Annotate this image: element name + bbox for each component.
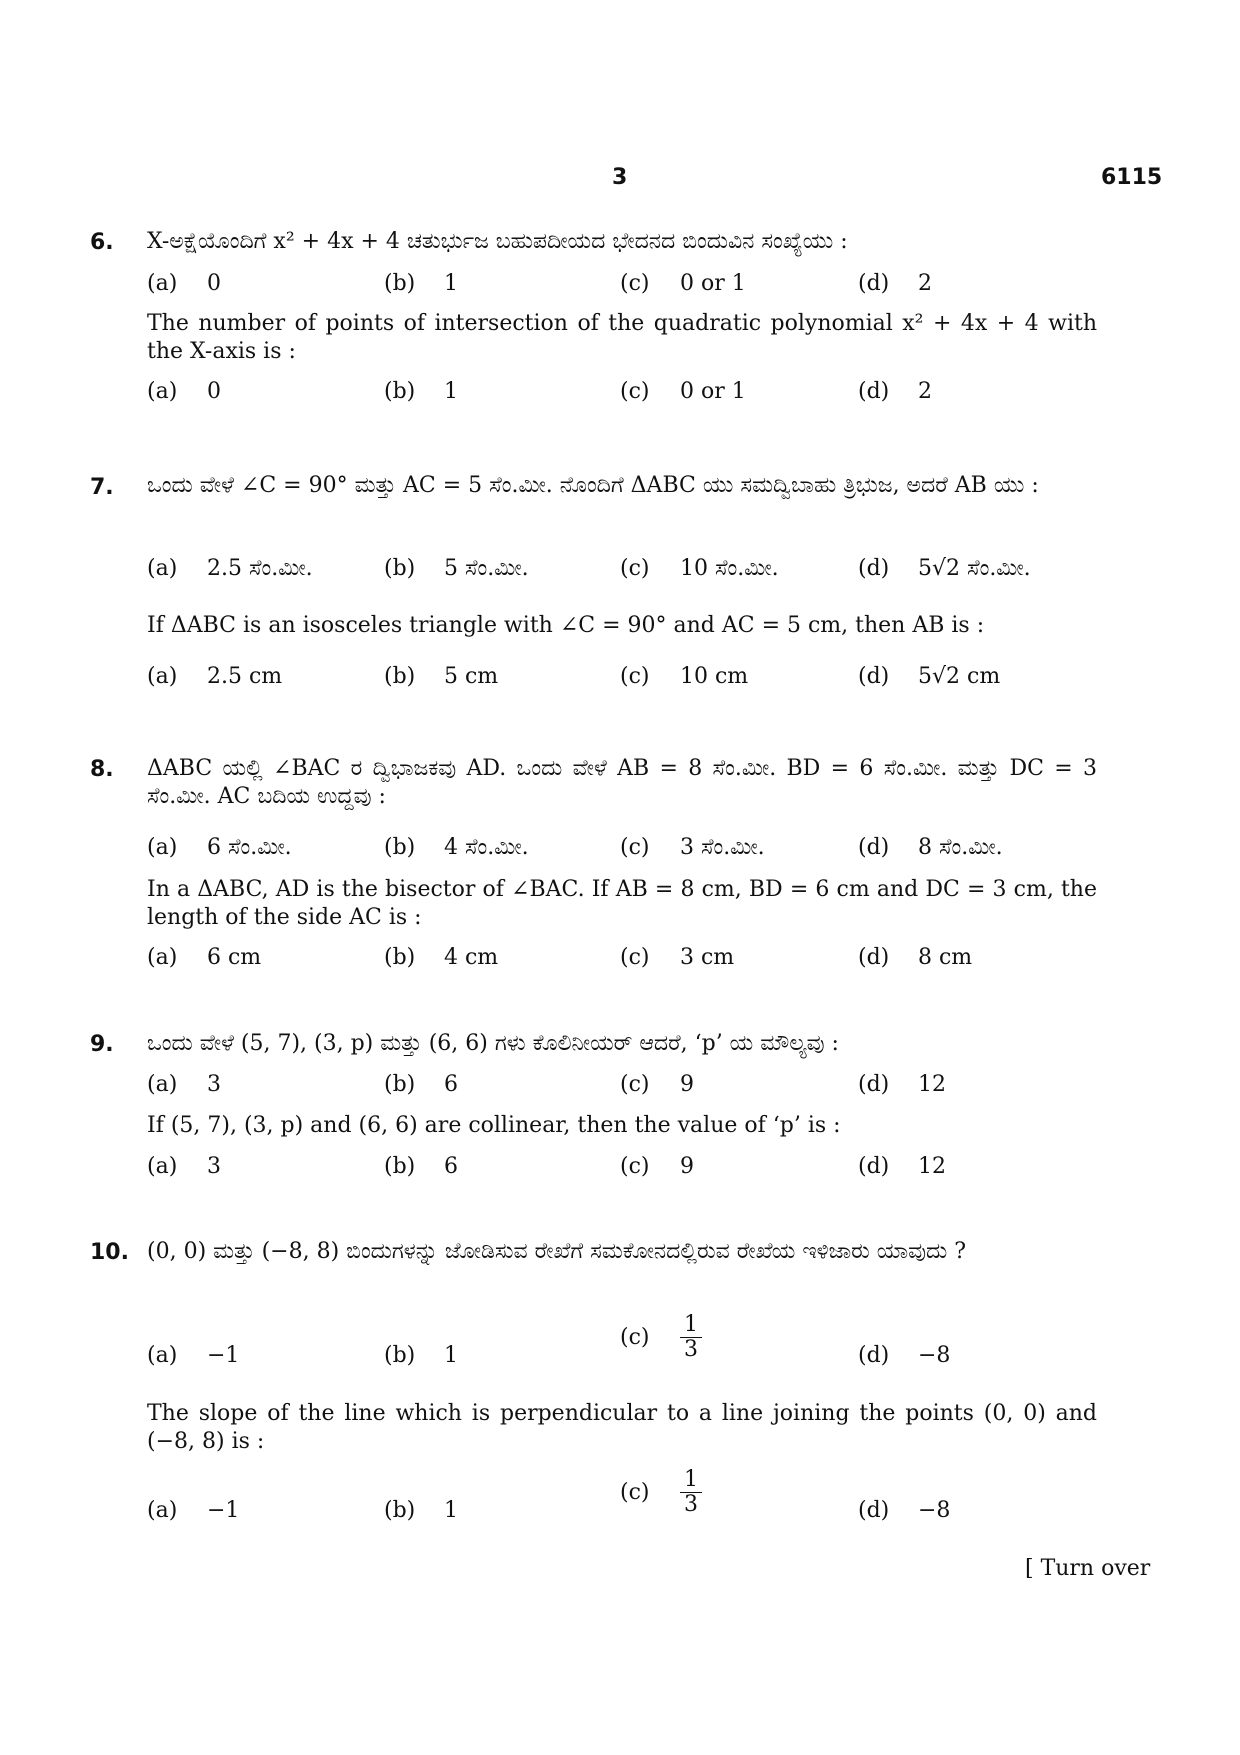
option-a[interactable] (147, 556, 313, 581)
fraction-numerator: 1 (680, 1313, 702, 1338)
option-b[interactable] (384, 664, 498, 689)
option-a[interactable] (147, 271, 221, 296)
question-number: 9. (90, 1032, 114, 1057)
option-b[interactable] (384, 379, 458, 404)
option-label: (b) (384, 1498, 416, 1523)
option-label: (d) (858, 835, 890, 860)
options-kannada (147, 1072, 1097, 1102)
option-text: −8 (918, 1343, 951, 1368)
option-label: (c) (620, 556, 650, 581)
options-english (147, 1154, 1097, 1184)
option-label: (a) (147, 556, 178, 581)
option-text: 6 (444, 1072, 458, 1097)
option-c[interactable] (620, 1468, 702, 1517)
option-label: (c) (620, 945, 650, 970)
options-kannada (147, 556, 1097, 586)
option-a[interactable] (147, 835, 292, 860)
question-number: 6. (90, 230, 114, 255)
option-label: (a) (147, 1343, 178, 1368)
option-text: 4 ಸೆಂ.ಮೀ. (444, 835, 529, 860)
option-text: 5 ಸೆಂ.ಮೀ. (444, 556, 529, 581)
question-text-english: In a ΔABC, AD is the bisector of ∠BAC. If AB = 8 cm, BD = 6 cm and DC = 3 cm, the length of the side AC is : (147, 877, 1097, 930)
options-english (147, 379, 1097, 409)
option-label: (b) (384, 664, 416, 689)
option-label: (a) (147, 1072, 178, 1097)
option-text: 3 cm (680, 945, 735, 970)
option-c[interactable] (620, 945, 734, 970)
option-text: 10 cm (680, 664, 749, 689)
option-label: (c) (620, 1480, 650, 1505)
option-text: 3 (207, 1154, 221, 1179)
question-text-kannada: X-ಅಕ್ಷೆಯೊಂದಿಗೆ x² + 4x + 4 ಚತುರ್ಭುಜ ಬಹುಪದೀಯದ ಭೇದನದ ಬಿಂದುವಿನ ಸಂಖ್ಯೆಯು : (147, 229, 848, 254)
option-c[interactable] (620, 271, 746, 296)
option-text: 5√2 cm (918, 664, 1001, 689)
option-label: (d) (858, 556, 890, 581)
options-english (147, 945, 1097, 975)
option-a[interactable] (147, 664, 282, 689)
option-label: (b) (384, 945, 416, 970)
option-text: 4 cm (444, 945, 499, 970)
option-text: 2.5 ಸೆಂ.ಮೀ. (207, 556, 313, 581)
option-text: 5√2 ಸೆಂ.ಮೀ. (918, 556, 1031, 581)
option-c[interactable] (620, 835, 765, 860)
option-label: (c) (620, 664, 650, 689)
option-label: (b) (384, 1072, 416, 1097)
option-text: 10 ಸೆಂ.ಮೀ. (680, 556, 779, 581)
option-text: 6 ಸೆಂ.ಮೀ. (207, 835, 292, 860)
option-d[interactable] (858, 1343, 950, 1368)
option-label: (b) (384, 271, 416, 296)
option-label: (d) (858, 271, 890, 296)
options-english (147, 664, 1097, 694)
option-label: (c) (620, 379, 650, 404)
option-text: 1 (444, 1498, 458, 1523)
option-label: (b) (384, 1154, 416, 1179)
option-label: (d) (858, 1343, 890, 1368)
option-label: (a) (147, 379, 178, 404)
option-d[interactable] (858, 379, 932, 404)
option-d[interactable] (858, 1072, 946, 1097)
option-b[interactable] (384, 556, 529, 581)
option-text: 2 (918, 379, 932, 404)
option-c[interactable] (620, 1313, 702, 1362)
option-c[interactable] (620, 664, 748, 689)
question-number: 10. (90, 1240, 129, 1265)
option-text: 0 or 1 (680, 379, 746, 404)
option-text: 6 cm (207, 945, 262, 970)
option-label: (a) (147, 271, 178, 296)
option-label: (a) (147, 664, 178, 689)
question-text-kannada: ಒಂದು ವೇಳೆ (5, 7), (3, p) ಮತ್ತು (6, 6) ಗಳು ಕೊಲಿನೀಯರ್ ಆದರೆ, ‘p’ ಯ ಮೌಲ್ಯವು : (147, 1031, 839, 1056)
paper-code: 6115 (1101, 165, 1163, 190)
fraction (680, 1313, 702, 1362)
option-text: 2 (918, 271, 932, 296)
question-text-kannada: (0, 0) ಮತ್ತು (−8, 8) ಬಿಂದುಗಳನ್ನು ಜೋಡಿಸುವ ರೇಖೆಗೆ ಸಮಕೋನದಲ್ಲಿರುವ ರೇಖೆಯ ಇಳಿಜಾರು ಯಾವುದು ? (147, 1239, 967, 1264)
question-text-kannada: ΔABC ಯಲ್ಲಿ ∠BAC ರ ದ್ವಿಭಾಜಕವು AD. ಒಂದು ವೇಳೆ AB = 8 ಸೆಂ.ಮೀ. BD = 6 ಸೆಂ.ಮೀ. ಮತ್ತು DC = 3 ಸೆಂ.ಮೀ. AC ಬದಿಯ ಉದ್ದವು : (147, 756, 1097, 809)
option-b[interactable] (384, 835, 529, 860)
option-c[interactable] (620, 379, 746, 404)
fraction (680, 1468, 702, 1517)
option-d[interactable] (858, 664, 1000, 689)
option-label: (b) (384, 379, 416, 404)
page-number: 3 (612, 165, 628, 190)
question-text-english: If ΔABC is an isosceles triangle with ∠C = 90° and AC = 5 cm, then AB is : (147, 613, 985, 638)
option-a[interactable] (147, 379, 221, 404)
option-b[interactable] (384, 1072, 458, 1097)
fraction-denominator: 3 (684, 1337, 698, 1362)
option-label: (c) (620, 1154, 650, 1179)
option-text: 5 cm (444, 664, 499, 689)
option-c[interactable] (620, 556, 779, 581)
option-b[interactable] (384, 1498, 458, 1523)
option-text: 9 (680, 1154, 694, 1179)
option-text: 9 (680, 1072, 694, 1097)
question-number: 8. (90, 757, 114, 782)
option-d[interactable] (858, 271, 932, 296)
option-a[interactable] (147, 1498, 239, 1523)
option-d[interactable] (858, 945, 972, 970)
option-label: (d) (858, 664, 890, 689)
option-b[interactable] (384, 271, 458, 296)
option-c[interactable] (620, 1154, 694, 1179)
option-label: (d) (858, 1154, 890, 1179)
question-number: 7. (90, 475, 114, 500)
option-text: 1 (444, 271, 458, 296)
option-label: (c) (620, 835, 650, 860)
option-label: (c) (620, 1325, 650, 1350)
option-text: 0 (207, 271, 221, 296)
option-d[interactable] (858, 1154, 946, 1179)
options-kannada (147, 1312, 1097, 1373)
option-label: (d) (858, 945, 890, 970)
option-b[interactable] (384, 1343, 458, 1368)
option-text: −8 (918, 1498, 951, 1523)
option-label: (b) (384, 556, 416, 581)
option-text: 8 cm (918, 945, 973, 970)
option-text: 1 (444, 1343, 458, 1368)
options-english (147, 1467, 1097, 1528)
option-label: (d) (858, 1498, 890, 1523)
option-label: (c) (620, 271, 650, 296)
fraction-denominator: 3 (684, 1492, 698, 1517)
option-text: 0 or 1 (680, 271, 746, 296)
option-label: (c) (620, 1072, 650, 1097)
option-text: 12 (918, 1072, 946, 1097)
option-label: (b) (384, 835, 416, 860)
option-a[interactable] (147, 945, 261, 970)
option-label: (d) (858, 379, 890, 404)
option-a[interactable] (147, 1154, 221, 1179)
option-label: (b) (384, 1343, 416, 1368)
option-d[interactable] (858, 556, 1031, 581)
question-text-english: The number of points of intersection of the quadratic polynomial x² + 4x + 4 with the X-axis is : (147, 311, 1097, 364)
option-label: (a) (147, 945, 178, 970)
option-label: (a) (147, 1154, 178, 1179)
option-b[interactable] (384, 1154, 458, 1179)
option-a[interactable] (147, 1343, 239, 1368)
option-text: −1 (207, 1343, 240, 1368)
option-text: 2.5 cm (207, 664, 283, 689)
option-text: 6 (444, 1154, 458, 1179)
options-kannada (147, 271, 1097, 301)
option-text: 8 ಸೆಂ.ಮೀ. (918, 835, 1003, 860)
options-kannada (147, 835, 1097, 865)
option-text: 3 (207, 1072, 221, 1097)
question-text-english: If (5, 7), (3, p) and (6, 6) are collinear, then the value of ‘p’ is : (147, 1113, 841, 1138)
option-b[interactable] (384, 945, 498, 970)
option-text: 12 (918, 1154, 946, 1179)
option-text: 3 ಸೆಂ.ಮೀ. (680, 835, 765, 860)
question-text-english: The slope of the line which is perpendicular to a line joining the points (0, 0) and (−8, 8) is : (147, 1401, 1097, 1454)
option-a[interactable] (147, 1072, 221, 1097)
option-label: (a) (147, 835, 178, 860)
option-label: (a) (147, 1498, 178, 1523)
option-d[interactable] (858, 835, 1003, 860)
option-text: 1 (444, 379, 458, 404)
question-text-kannada: ಒಂದು ವೇಳೆ ∠C = 90° ಮತ್ತು AC = 5 ಸೆಂ.ಮೀ. ನೊಂದಿಗೆ ΔABC ಯು ಸಮದ್ವಿಬಾಹು ತ್ರಿಭುಜ, ಅದರೆ AB ಯು : (147, 473, 1039, 498)
fraction-numerator: 1 (680, 1468, 702, 1493)
option-c[interactable] (620, 1072, 694, 1097)
option-d[interactable] (858, 1498, 950, 1523)
option-text: −1 (207, 1498, 240, 1523)
option-text: 0 (207, 379, 221, 404)
option-label: (d) (858, 1072, 890, 1097)
turn-over-note: [ Turn over (1025, 1556, 1151, 1581)
